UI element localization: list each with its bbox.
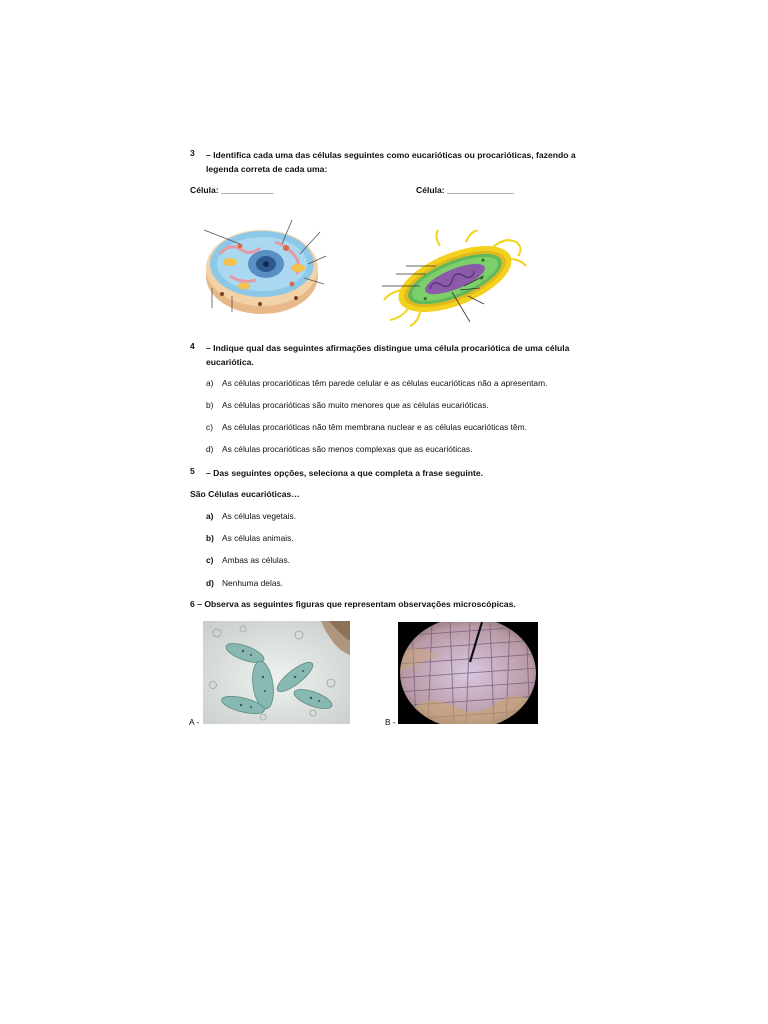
micrograph-b-label: B - [385,717,396,727]
q5-option-letter: c) [206,555,214,565]
q5-option-text: Ambas as células. [222,555,290,565]
animal-cell-illustration [200,214,332,320]
q5-option-text: Nenhuma delas. [222,578,283,588]
question-4-text: – Indique qual das seguintes afirmações distingue uma célula procariótica de uma célula eucariótica. [206,343,570,367]
q4-option-text: As células procarióticas não têm membrana nuclear e as células eucarióticas têm. [222,422,527,432]
question-5-number: 5 [190,466,195,476]
question-3-number: 3 [190,148,195,158]
q4-option-letter: d) [206,444,214,454]
q4-option-text: As células procarióticas são muito menores que as células eucarióticas. [222,400,489,410]
micrograph-a-label: A - [189,717,200,727]
q5-option-text: As células vegetais. [222,511,297,521]
micrograph-a-image [203,621,350,724]
q4-option-text: As células procarióticas têm parede celular e as células eucarióticas não a apresentam. [222,378,548,388]
q4-option-text: As células procarióticas são menos complexas que as eucarióticas. [222,444,473,454]
q4-option-letter: c) [206,422,213,432]
micrograph-b-image [398,622,538,724]
bacterium-cell-illustration [380,230,530,328]
q5-option-text: As células animais. [222,533,294,543]
question-6-text: 6 – Observa as seguintes figuras que representam observações microscópicas. [190,599,516,609]
q5-option-letter: d) [206,578,214,588]
question-5-stem: São Células eucarióticas… [190,489,300,499]
question-3-text: – Identifica cada uma das células seguintes como eucarióticas ou procarióticas, fazendo a legenda correta de cada uma: [206,150,576,174]
q4-option-letter: b) [206,400,214,410]
question-4-number: 4 [190,341,195,351]
q4-option-letter: a) [206,378,214,388]
question-5-text: – Das seguintes opções, seleciona a que completa a frase seguinte. [206,468,484,478]
cell-right-label: Célula: ______________ [416,185,514,195]
cell-left-label: Célula: ___________ [190,185,274,195]
q5-option-letter: b) [206,533,214,543]
q5-option-letter: a) [206,511,214,521]
